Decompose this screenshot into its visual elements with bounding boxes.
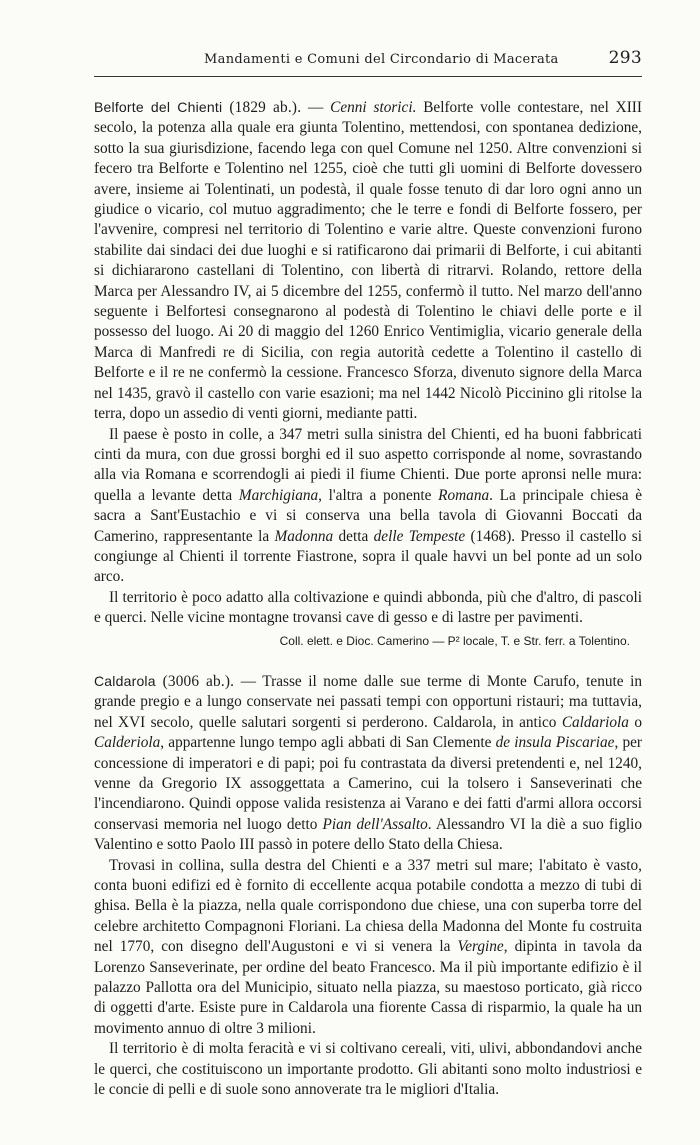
paragraph: Caldarola (3006 ab.). — Trasse il nome dalle sue terme di Monte Carufo, tenute in grande pregio e a lungo conservate nei passati tempi con opportuni ristauri; ma tuttavia, nel XVI secolo, quelle salutari sorgenti si perderono. Caldarola, in antico Caldariola o Calderiola, appartenne lungo tempo agli abbati di San Clemente de insula Piscariae, per concessione di imperatori e di papi; poi fu contrastata da diversi pretendenti e, nel 1240, venne da Gregorio IX assoggettata a Camerino, cui la tolsero i Sanseverinati che l'incendiarono. Quindi oppose valida resistenza ai Varano e dei fatti d'armi allora occorsi conservasi memoria nel luogo detto Pian dell'Assalto. Alessandro VI la diè a suo figlio Valentino e sotto Paolo III passò in potere dello Stato della Chiesa.: [94, 672, 643, 854]
administrative-note: Coll. elett. e Dioc. Camerino — P² locale, T. e Str. ferr. a Tolentino.: [279, 633, 630, 648]
entry-belforte: [94, 97, 642, 651]
section-label: Cenni storici.: [330, 99, 417, 116]
header-title: Mandamenti e Comuni del Circondario di Macerata: [204, 52, 559, 67]
paragraph: Il paese è posto in colle, a 347 metri sulla sinistra del Chienti, ed ha buoni fabbricati cinti da mura, con due grossi borghi ed il suo aspetto corrisponde al nome, sovrastando alla via Romana e scorrendogli ai piedi il fiume Chienti. Due porte apronsi nelle mura: quella a levante detta Marchigiana, l'altra a ponente Romana. La principale chiesa è sacra a Sant'Eustachio e vi si conserva una bella tavola di Giovanni Boccati da Camerino, rappresentante la Madonna detta delle Tempeste (1468). Presso il castello si congiunge al Chienti il torrente Fiastrone, sopra il quale havvi un bel ponte ad un solo arco.: [94, 425, 643, 586]
entry-heading: Caldarola (3006 ab.).: [94, 672, 235, 690]
entry-caldarola: [94, 671, 642, 1101]
document-body: [94, 97, 642, 1101]
paragraph: Belforte del Chienti (1829 ab.). — Cenni storici. Belforte volle contestare, nel XIII secolo, la potenza alla quale era giunta Tolentino, mettendosi, con spontanea dedizione, sotto la sua giurisdizione, facendo lega con quel Comune nel 1250. Altre convenzioni si fecero tra Belforte e Tolentino nel 1255, cioè che tutti gli uomini di Belforte dovessero avere, insieme ai Tolentinati, un podestà, il quale fosse tenuto di dar loro ogni anno un giudice o vicario, col mutuo aggradimento; che le terre e fondi di Belforte fossero, per l'avvenire, compresi nel territorio di Tolentino e varie altre. Queste convenzioni furono stabilite dai sindaci dei due luoghi e si ratificarono dai primarii di Belforte, i cui abitanti si dichiararono castellani di Tolentino, con libertà di ritrarvi. Rolando, rettore della Marca per Alessandro IV, ai 5 dicembre del 1255, confermò il tutto. Nel marzo dell'anno seguente i Belfortesi consegnarono al podestà di Tolentino le chiavi delle porte e il possesso del luogo. Ai 20 di maggio del 1260 Enrico Ventimiglia, vicario generale della Marca di Manfredi re di Sicilia, con regia autorità cedette a Tolentino il castello di Belforte e il re ne confermò la cessione. Francesco Sforza, divenuto signore della Marca nel 1435, gravò il castello con varie esazioni; ma nel 1442 Nicolò Piccinino gli ritolse la terra, dopo un assedio di venti giorni, mediante patti.: [94, 99, 642, 423]
page-number: 293: [608, 48, 642, 68]
running-header: [94, 48, 642, 77]
section-divider: [94, 651, 642, 671]
entry-heading: Belforte del Chienti (1829 ab.).: [94, 99, 302, 116]
paragraph: Trovasi in collina, sulla destra del Chienti e a 337 metri sul mare; l'abitato è vasto, conta buoni edifizi ed è fornito di eccellente acqua potabile condotta a mezzo di tubi di ghisa. Bella è la piazza, nella quale corrispondono due chiese, una con superba torre del celebre architetto Compagnoni Floriani. La chiesa della Madonna del Monte fu costruita nel 1770, con disegno dell'Augustoni e vi si venera la Vergine, dipinta in tavola da Lorenzo Sanseverinate, per ordine del beato Francesco. Ma il più importante edifizio è il palazzo Pallotta ora del Municipio, situato nella piazza, su maestoso porticato, già ricco di oggetti d'arte. Esiste pure in Caldarola una fiorente Cassa di risparmio, la quale ha un movimento annuo di oltre 3 milioni.: [94, 856, 642, 1037]
paragraph: Il territorio è poco adatto alla coltivazione e quindi abbonda, più che d'altro, di pascoli e querci. Nelle vicine montagne trovansi cave di gesso e di lastre per pavimenti.: [94, 588, 642, 627]
paragraph: Il territorio è di molta feracità e vi si coltivano cereali, viti, ulivi, abbondandovi anche le querci, che costituiscono un importante prodotto. Gli abitanti sono molto industriosi e le concie di pelli e di suole sono annoverate tra le migliori d'Italia.: [94, 1040, 642, 1099]
